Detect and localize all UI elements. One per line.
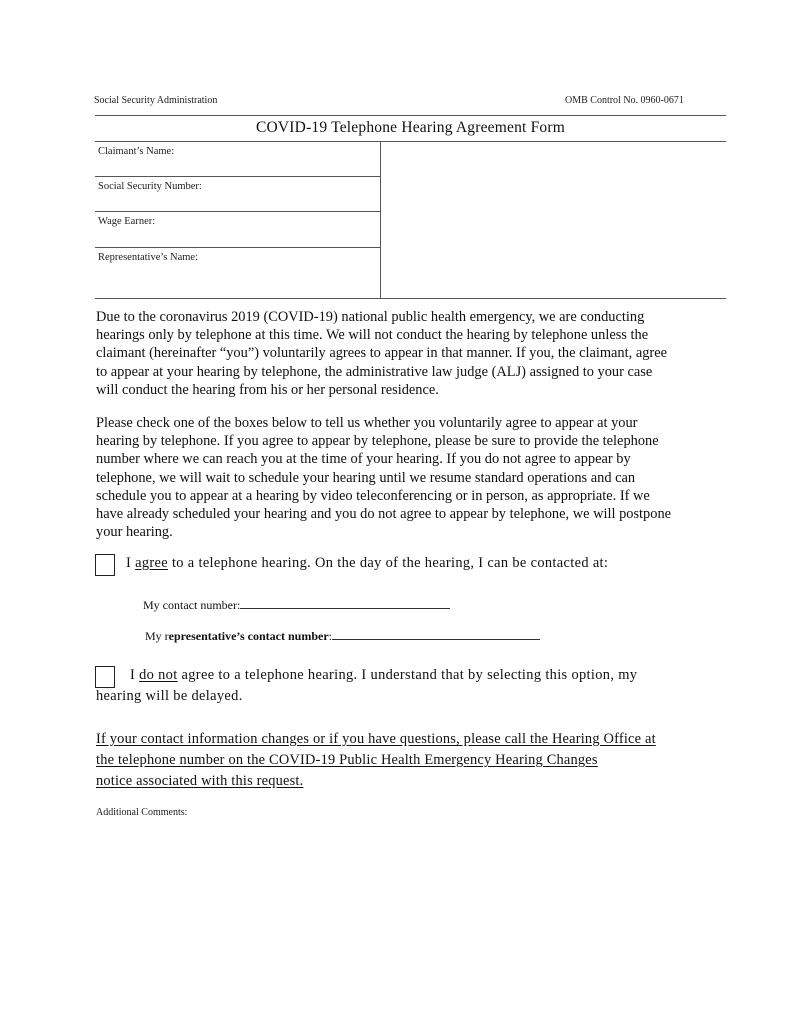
contact-change-notice — [96, 729, 736, 792]
paragraph-line: number where we can reach you at the time of your hearing. If you do not agree to appear by — [96, 451, 631, 468]
paragraph-line: claimant (hereinafter “you”) voluntarily agrees to appear in that manner. If you, the claimant, agree — [96, 345, 667, 362]
agree-option-text — [126, 553, 608, 574]
ssn-label: Social Security Number: — [98, 181, 202, 192]
disagree-emphasis: do not — [139, 667, 178, 683]
paragraph-line: hearing by telephone. If you agree to appear by telephone, please be sure to provide the telephone — [96, 433, 659, 450]
table-bottom-rule — [95, 298, 726, 299]
representative-contact-row — [145, 628, 540, 643]
agree-emphasis: agree — [135, 555, 168, 571]
additional-comments-label: Additional Comments: — [96, 807, 188, 818]
representative-name-label: Representative’s Name: — [98, 252, 199, 263]
agency-name: Social Security Administration — [94, 95, 218, 106]
contact-number-label: My contact number: — [143, 598, 241, 612]
wage-earner-field[interactable] — [95, 211, 380, 247]
form-title: COVID-19 Telephone Hearing Agreement Form — [255, 119, 565, 136]
notice-line: If your contact information changes or if you have questions, please call the Hearing Office at — [96, 731, 656, 747]
intro-paragraph — [96, 308, 736, 399]
wage-earner-label: Wage Earner: — [98, 216, 156, 227]
disagree-suffix: agree to a telephone hearing. I understand that by selecting this option, my — [177, 667, 638, 683]
agree-prefix: I — [126, 555, 136, 571]
paragraph-line: hearings only by telephone at this time. We will not conduct the hearing by telephone unless the — [96, 327, 649, 344]
disagree-line2: hearing will be delayed. — [96, 687, 243, 704]
contact-number-row — [143, 597, 450, 612]
rep-contact-label-bold: epresentative’s contact number — [168, 629, 329, 643]
title-top-rule — [95, 115, 726, 116]
paragraph-line: will conduct the hearing from his or her personal residence. — [96, 381, 439, 398]
agree-suffix: to a telephone hearing. On the day of the hearing, I can be contacted at: — [168, 555, 609, 571]
paragraph-line: have already scheduled your hearing and you do not agree to appear by telephone, we will postpone — [96, 506, 672, 523]
paragraph-line: schedule you to appear at a hearing by video teleconferencing or in person, as appropriate. If we — [96, 487, 650, 504]
representative-name-field[interactable] — [95, 247, 380, 298]
paragraph-line: Due to the coronavirus 2019 (COVID-19) national public health emergency, we are conducting — [96, 309, 645, 325]
claimant-name-field[interactable] — [95, 141, 380, 176]
additional-comments-area[interactable] — [96, 822, 726, 1002]
disagree-option-text — [96, 665, 736, 706]
paragraph-line: Please check one of the boxes below to tell us whether you voluntarily agree to appear at your — [96, 415, 638, 431]
paragraph-line: telephone, we will wait to schedule your hearing until we resume standard operations and can — [96, 469, 636, 486]
rep-contact-label-suffix: : — [328, 629, 332, 643]
ssn-field[interactable] — [95, 176, 380, 211]
disagree-prefix: I — [130, 667, 140, 683]
agree-checkbox[interactable] — [95, 554, 115, 576]
instructions-paragraph — [96, 414, 736, 541]
barcode-area — [381, 142, 726, 298]
claimant-name-label: Claimant’s Name: — [98, 146, 175, 157]
representative-contact-input[interactable] — [332, 628, 540, 640]
paragraph-line: your hearing. — [96, 524, 173, 541]
omb-control-number: OMB Control No. 0960-0671 — [565, 95, 684, 106]
notice-line: the telephone number on the COVID-19 Public Health Emergency Hearing Changes — [96, 752, 598, 768]
contact-number-input[interactable] — [240, 597, 450, 609]
notice-line: notice associated with this request. — [96, 773, 304, 789]
rep-contact-label-prefix: My r — [145, 629, 169, 643]
paragraph-line: to appear at your hearing by telephone, the administrative law judge (ALJ) assigned to your case — [96, 363, 653, 380]
